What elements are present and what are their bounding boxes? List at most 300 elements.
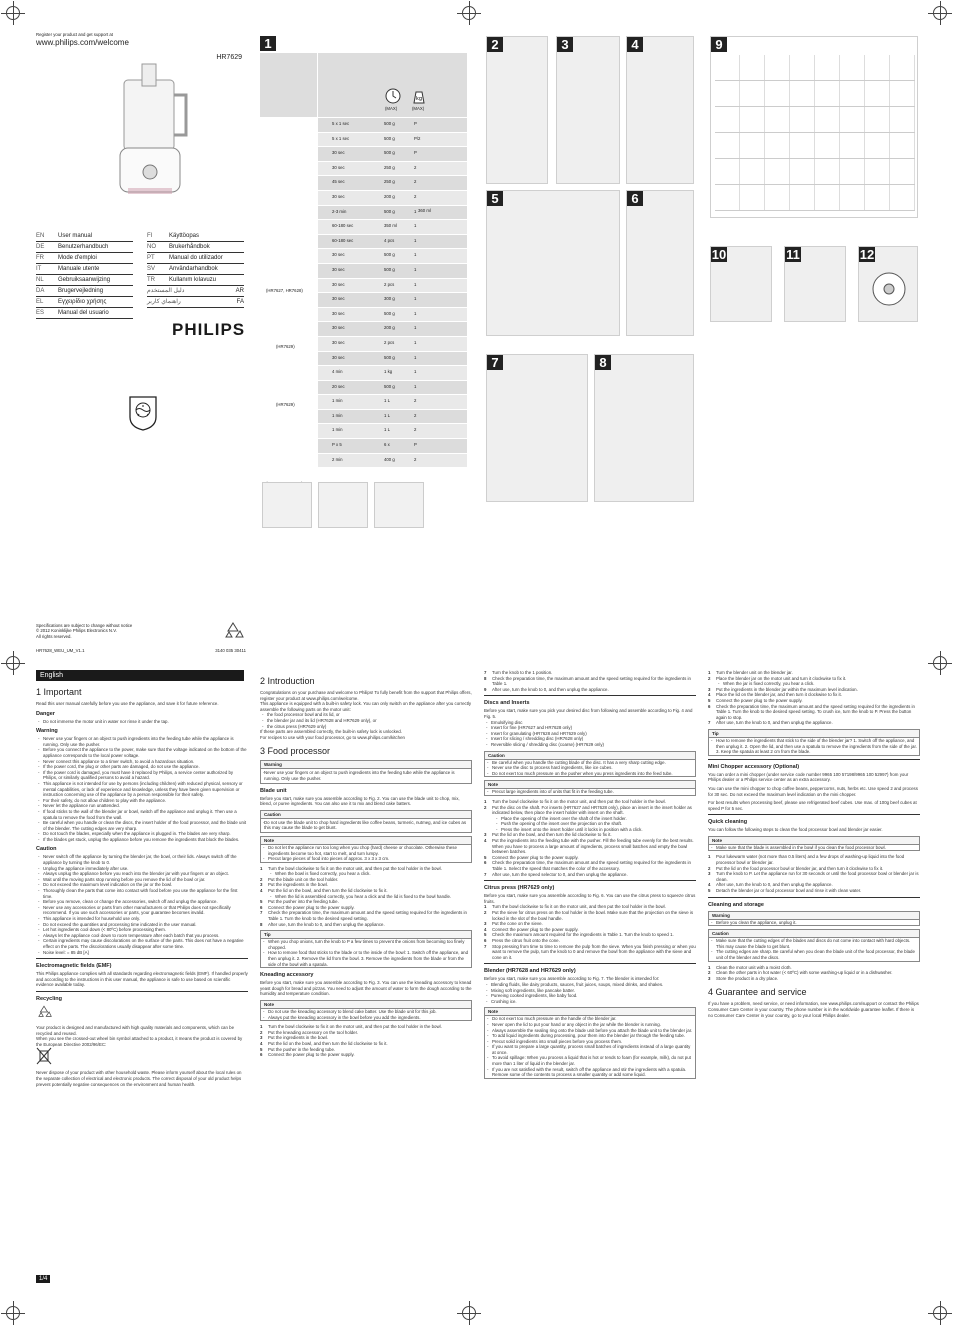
step: 7 After use, turn the knob to 0, and then unplug the appliance. <box>708 720 833 726</box>
warning-list <box>36 736 248 842</box>
grid-row <box>715 185 915 211</box>
table-cell: 2 pcs <box>384 281 395 287</box>
section-guarantee-title: 4 Guarantee and service <box>708 987 807 998</box>
grid-cell <box>790 159 815 184</box>
grid-row <box>715 133 915 159</box>
step: 4 Put the lid on the bowl, and then turn the lid clockwise to fix it. <box>260 888 388 894</box>
substep: - Push the opening of the insert over the projection on the shaft. <box>494 821 696 827</box>
grid-cell <box>840 55 865 80</box>
table-cell: 30 sec <box>332 164 345 170</box>
language-list-left <box>36 231 133 319</box>
table-cell: 1 <box>414 296 417 302</box>
subheading: Caution <box>36 846 57 853</box>
paragraph: Read this user manual carefully before you use the appliance, and save it for future reference. <box>36 701 219 706</box>
lang-item[interactable]: IT Manuale utente <box>36 264 133 275</box>
grid-cell <box>815 133 840 158</box>
step: 1 Turn the bowl clockwise to fix it on the motor unit, and then put the tool holder in the bowl. <box>484 798 666 804</box>
table-row <box>318 206 467 221</box>
step: 3 Turn the knob to P. Let the appliance run for 30 seconds or until the food processor bowl or blender jar is clean. <box>708 871 919 882</box>
table-cell: 60-180 sec <box>332 237 354 243</box>
paragraph: Before you start, make sure you assemble according to Fig. 7. The blender is intended for: <box>484 976 660 982</box>
language-list-right <box>147 231 244 308</box>
column-2 <box>260 670 472 1058</box>
panel-2: 2 <box>486 36 548 184</box>
step: 7 Check the preparation time, the maximum amount and the speed setting required for the ingredients in Table 1. Turn the knob to the desired speed setting. <box>260 910 467 922</box>
table-cell: 1 <box>414 369 417 375</box>
bullet: - Be careful when you handle or clean the discs, the insert holder of the food processor, and the blade unit of the blender. The cutting edges are very sharp. <box>36 820 248 831</box>
step: 4 After use, turn the knob to 0, and then unplug the appliance. <box>708 882 833 888</box>
substep: - Press the insert onto the insert holder until it locks in position with a click. <box>494 827 696 833</box>
grid-row <box>715 107 915 133</box>
substep: - Place the opening of the insert over the shaft of the insert holder. <box>494 816 696 822</box>
table-cell: 2 <box>414 179 417 185</box>
bullet: - Pureeing cooked ingredients, like baby food. <box>484 993 696 999</box>
table-cell: 1 <box>414 354 417 360</box>
bullet: - Before you remove, clean or change the accessories, switch off and unplug the appliance. <box>36 899 248 905</box>
step: 2 Clean the other parts in hot water (< 60ºC) with some washing-up liquid or in a dishwasher. <box>708 970 893 976</box>
grid-row <box>715 159 915 185</box>
crop-mark <box>462 1306 476 1320</box>
table-cell: 1 L <box>384 427 390 433</box>
tip-box: Tip - When you chop onions, turn the knob to P a few times to prevent the onions from becoming too finely chopped. - How to remove food that sticks to the blade or to the inside of the bowl: 1. Switch off the appliance, and then unplug it. 2. Remove the lid from the bowl. 3. Remove the ingredients from the blade or from the side of the bowl with a spatula. <box>260 930 472 968</box>
grid-cell <box>765 133 790 158</box>
caution-box: Caution - Be careful when you handle the cutting blade of the disc. It has a very sharp cutting edge. - Never use the disc to process hard ingredients, like ice cubes. - Do not exert too much pressure on the pusher when you press ingredients into the feed tube. <box>484 751 696 778</box>
section-food-processor-title: 3 Food processor <box>260 746 331 757</box>
result-note: - When the bowl is fixed correctly, you hear a click. <box>268 871 472 877</box>
panel-9-compatibility: 9 <box>710 36 918 218</box>
grid-cell <box>865 55 890 80</box>
bullet: - Insert for granulating (HR7628 and HR7629 only) <box>484 731 696 737</box>
bullet: - Unplug the appliance immediately after use. <box>36 866 248 872</box>
grid-cell <box>715 185 740 210</box>
step: 2 Put the kneading accessory on the tool holder. <box>260 1029 359 1035</box>
grid-cell <box>715 159 740 184</box>
panel-3: 3 <box>556 36 620 184</box>
caution-list <box>36 854 248 955</box>
bullet: - Let hot ingredients cool down (< 80ºC) before processing them. <box>36 927 248 933</box>
page-number: 1/4 <box>36 1275 50 1283</box>
table-cell: 1 min <box>332 412 343 418</box>
subheading: Danger <box>36 710 55 717</box>
table-row <box>318 395 467 410</box>
lang-item[interactable]: راهنماي كاربر FA <box>147 297 244 308</box>
grid-row <box>715 55 915 81</box>
subheading: Quick cleaning <box>708 819 748 826</box>
paragraph: Your product is designed and manufactured with high quality materials and components, which can be recycled and reused. <box>36 1024 235 1036</box>
panel-8: 8 <box>594 354 694 502</box>
step: 9 After use, turn the knob to 0, and then unplug the appliance. <box>484 686 609 692</box>
section-important-title: 1 Important <box>36 687 82 697</box>
bullet: - If food sticks to the wall of the blender jar or bowl, switch off the appliance and unplug it. Then use a spatula to remove the food from the wall. <box>36 809 248 820</box>
table-cell: 2 pcs <box>384 339 395 345</box>
grid-cell <box>840 159 865 184</box>
table-row <box>318 454 467 469</box>
bullet: - Before you connect the appliance to the power, make sure that the voltage indicated on the bottom of the appliance corresponds to the local power voltage. <box>36 747 248 758</box>
bullet: - the citrus press (HR7629 only) <box>260 724 472 730</box>
step: 5 Detach the blender jar or food processor bowl and rinse it with clean water. <box>708 888 862 894</box>
bullet: - Emulsifying disc <box>484 720 696 726</box>
grid-row <box>715 81 915 107</box>
table-cell: 2 <box>414 193 417 199</box>
language-tab: English <box>36 670 244 681</box>
grid-cell <box>765 81 790 106</box>
step: 6 Check the preparation time, the maximum amount and the speed setting required for the ingredients in Table 1. Turn the knob to the desired speed setting. To crush ice, turn the knob to P. Press the button again to stop. <box>708 703 915 720</box>
table-cell: P <box>414 121 417 126</box>
subheading: Recycling <box>36 995 62 1002</box>
step: 1 Turn the bowl clockwise to fix it on the motor unit, and then put the tool holder in the bowl. <box>484 904 666 910</box>
paragraph: This appliance is equipped with a built-in safety lock. You can only switch on the appliance after you correctly assemble the following parts on the motor unit: <box>260 701 472 712</box>
bullet: - Blending fluids, like dairy products, sauces, fruit juices, soups, mixed drinks, and shakes. <box>484 982 696 988</box>
table-cell: P x 5 <box>332 442 342 448</box>
bullet: - the food processor bowl and its lid, or <box>260 712 472 718</box>
table-cell: 30 sec <box>332 325 345 331</box>
grid-cell <box>740 185 765 210</box>
table-row <box>318 220 467 235</box>
bullet: - For their safety, do not allow children to play with the appliance. <box>36 798 248 804</box>
grid-cell <box>865 185 890 210</box>
table-cell: 1 <box>414 383 417 389</box>
paragraph: Before you start, make sure you pick your desired disc from following and assemble according to Fig. 4 and Fig. 5. <box>484 708 693 719</box>
table-cell: 5 x 1 sec <box>332 135 350 141</box>
label-hr7629: (HR7629) <box>276 344 295 349</box>
table-cell: 1 <box>414 325 417 331</box>
table-cell: 20 sec <box>332 383 345 389</box>
table-cell: P <box>414 150 417 156</box>
table-cell: 200 g <box>384 193 395 199</box>
note-box: Note - Do not exert too much pressure on the handle of the blender jar. - Never open the lid to put your hand or any object in the jar while the blender is running. - Always assemble the sealing ring onto the blade unit before you attach the blade unit to the blender jar. - To add liquid ingredients during processing, pour them into the blender jar through the feeding tube. - Precut solid ingredients into small pieces before you process them. - If you want to prepare a large quantity, process small batches of ingredients instead of a large quantity at once. - To avoid spillage: When you process a liquid that is hot or tends to foam (for example, milk), do not put more than 1 liter of liquid in the blender jar. - If you are not satisfied with the result, switch off the appliance and stir the ingredients with a spatula. Remove some of the contents to process a smaller quantity or add some liquid. <box>484 1007 696 1079</box>
lang-item[interactable]: PT Manual do utilizador <box>147 253 244 264</box>
step: 8 After use, turn the knob to 0, and then unplug the appliance. <box>260 921 385 927</box>
grid-cell <box>840 133 865 158</box>
food-processor-illustration <box>114 60 194 200</box>
grid-cell <box>815 159 840 184</box>
step: 5 Check the maximum amount required for the ingredients in Table 1. Turn the knob to speed 1. <box>484 932 674 938</box>
crop-mark <box>6 6 20 20</box>
table-cell: 1 <box>414 281 417 287</box>
bullet: - Always assemble the sealing ring onto the blade unit before you attach the blade unit to the blender jar. <box>485 1028 695 1034</box>
grid-cell <box>865 107 890 132</box>
paragraph: This Philips appliance complies with all standards regarding electromagnetic fields (EMF). If handled properly and according to the instructions in this user manual, the appliance is safe to use based on scientific evidence available today. <box>36 971 248 988</box>
grid-cell <box>765 185 790 210</box>
bullet: - Do not exert too much pressure on the handle of the blender jar. <box>485 1016 695 1022</box>
crop-mark <box>933 656 947 670</box>
table-cell: 2 <box>414 427 417 433</box>
tip-box: Tip - How to remove the ingredients that stick to the side of the blender jar? 1. Switch off the appliance, and then unplug it. 2. Open the lid, and then use a spatula to remove the ingredients from the side of the jar. 3. Keep the spatula at least 2 cm from the blade. <box>708 729 920 756</box>
table-row <box>318 162 467 177</box>
table-cell: 60-180 sec <box>332 223 354 229</box>
divider <box>36 958 248 959</box>
lang-item[interactable]: EN User manual <box>36 231 133 242</box>
step: 1 Pour lukewarm water (not more than 0.5 liters) and a few drops of washing-up liquid into the food processor bowl or blender jar. <box>708 854 905 866</box>
step: 2 Put the disc on the shaft. For inserts (HR7627 and HR7628 only), place an insert in the insert holder as indicated below, then place the insert holder with insert on the shaft. <box>484 804 692 816</box>
knob-dial-icon <box>869 269 909 309</box>
table-cell: 5 x 1 sec <box>332 121 350 126</box>
table-cell: 1 kg <box>384 369 393 375</box>
step: 4 Connect the power plug to the power supply. <box>484 926 579 932</box>
note-box: Note - Do not let the appliance run too long when you chop (hard) cheese or chocolate. Otherwise these ingredients become too hot, start to melt, and turn lumpy. - Precut large pieces of food into pieces of approx. 3 x 3 x 3 cm. <box>260 836 472 863</box>
table-row <box>318 133 467 148</box>
table-cell: 1 L <box>384 412 390 418</box>
grid-cell <box>890 55 915 80</box>
table-cell: 30 sec <box>332 193 345 199</box>
paragraph: Before you start, make sure you assemble according to Fig. 2. You can use the blade unit to chop, mix, blend, or puree ingredients. You can also use it to mix and blend cake batters. <box>260 795 460 807</box>
grid-cell <box>790 81 815 106</box>
bullet: - To avoid spillage: When you process a liquid that is hot or tends to foam (for example, milk), do not put more than 1 liter of liquid in the blender jar. <box>485 1055 695 1066</box>
table-cell: 2 <box>414 398 417 404</box>
paragraph: Before you start, make sure you assemble according to Fig. 3. You can use the kneading accessory to knead yeast dough for bread and pizzas. You need to adjust the amount of water to form the dough according to the humidity and temperature condition. <box>260 980 472 997</box>
paragraph: If these parts are assembled correctly, the built-in safety lock is unlocked. <box>260 729 402 735</box>
lang-item[interactable]: DE Benutzerhandbuch <box>36 242 133 253</box>
paragraph: For recipes to use with your food processor, go to www.philips.com/kitchen <box>260 734 405 740</box>
step: 1 Clean the motor unit with a moist cloth. <box>708 964 792 970</box>
table-cell: 500 g <box>384 383 395 389</box>
volume-360: 360 ml <box>418 208 431 213</box>
crop-mark <box>933 6 947 20</box>
crossed-bin-icon <box>36 1047 52 1065</box>
table-cell: 500 g <box>384 150 395 156</box>
grid-cell <box>790 133 815 158</box>
paragraph: Never dispose of your product with other household waste. Please inform yourself about the local rules on the separate collection of electrical and electronic products. The correct disposal of your old product helps prevent potentially negative consequences on the environment and human health. <box>36 1070 242 1087</box>
bullet: - Never use your fingers or an object to push ingredients into the feeding tube while the appliance is running. Only use the pusher. <box>36 736 248 747</box>
bullet: - Precut solid ingredients into small pieces before you process them. <box>485 1039 695 1045</box>
step: 6 Press the citrus fruit onto the cone. <box>484 937 560 943</box>
bullet: - Reversible slicing / shredding disc (coarse) (HR7629 only) <box>484 742 696 748</box>
paragraph: Congratulations on your purchase and welcome to Philips! To fully benefit from the support that Philips offers, register your product at www.philips.com/welcome. <box>260 690 472 701</box>
result-note: - When the lid is assembled correctly, you hear a click and the lid is fixed to the bowl handle. <box>268 894 472 900</box>
table-cell: 1 <box>414 208 417 214</box>
lang-item[interactable]: TR Kullanım kılavuzu <box>147 275 244 286</box>
paragraph: If you have a problem, need service, or need information, see www.philips.com/support or contact the Philips Consumer Care Center in your country. The phone number is in the worldwide guarantee leaflet. If there is no Consumer Care Center in your country, go to your local Philips dealer. <box>708 1001 919 1018</box>
step: 7 Stop pressing from time to time to remove the pulp from the sieve. When you finish pressing or when you want to remove the pulp, turn the knob to 0 and remove the bowl from the appliance with the sieve and cone on it. <box>484 943 696 960</box>
bullet: - Insert for slicing / shredding disc (HR7628 only) <box>484 736 696 742</box>
section-introduction-title: 2 Introduction <box>260 676 315 686</box>
lang-item[interactable]: FR Mode d'emploi <box>36 253 133 264</box>
grid-cell <box>890 81 915 106</box>
lang-item[interactable]: NL Gebruiksaanwijzing <box>36 275 133 286</box>
step: 4 Place the lid on the blender jar, and then turn it clockwise to fix it. <box>708 692 842 698</box>
grid-cell <box>740 159 765 184</box>
table-cell: 500 g <box>384 310 395 316</box>
table-row <box>318 366 467 381</box>
divider <box>484 880 696 881</box>
table-cell: 30 sec <box>332 266 345 272</box>
column-3 <box>484 670 696 1082</box>
subheading: Mini Chopper accessory (Optional) <box>708 763 800 770</box>
step: 3 Put the ingredients in the bowl. <box>260 882 329 888</box>
table-cell: 500 g <box>384 135 395 141</box>
subheading: Electromagnetic fields (EMF) <box>36 963 112 970</box>
table-cell: 4 min <box>332 369 343 375</box>
bullet: - Never switch off the appliance by turning the blender jar, the bowl, or their lids. Always switch off the appliance by turning the knob to 0. <box>36 854 248 865</box>
panel-5: 5 <box>486 190 620 336</box>
step: 7 After use, turn the speed selector to 0, and then unplug the appliance. <box>484 871 628 877</box>
table-cell: 1 <box>414 223 417 229</box>
lang-item[interactable]: ES Manual del usuario <box>36 308 133 319</box>
recycle-icon <box>222 620 244 642</box>
table-cell: 30 sec <box>332 281 345 287</box>
website-link[interactable]: www.philips.com/welcome <box>36 38 129 48</box>
grid-cell <box>715 133 740 158</box>
step: 4 Put the lid on the bowl, and then turn the lid clockwise to fix it. <box>260 1040 388 1046</box>
max-label: (MAX) <box>412 106 425 111</box>
divider <box>708 759 920 760</box>
table-row <box>318 147 467 162</box>
grid-cell <box>890 133 915 158</box>
lang-item[interactable]: SV Användarhandbok <box>147 264 244 275</box>
subheading: Citrus press (HR7629 only) <box>484 885 555 892</box>
table-row <box>318 352 467 367</box>
table-cell: P/2 <box>414 135 421 141</box>
bullet: - Always unplug the appliance before you reach into the blender jar with your fingers or an object. <box>36 871 248 877</box>
table-cell: 30 sec <box>332 354 345 360</box>
step: 6 Connect the power plug to the power supply. <box>260 904 355 910</box>
step: 3 Put the cone on the sieve. <box>484 921 543 927</box>
table-row <box>318 439 467 454</box>
caution-box: Caution - Make sure that the cutting edges of the blades and discs do not come into contact with hard objects. This may cause the blade to get blunt. - The cutting edges are sharp. Be careful when you clean the blade unit of the food processor, the blade unit of the blender and the discs. <box>708 929 920 961</box>
table-cell: 2 <box>414 412 417 418</box>
bullet: - Wait until the moving parts stop running before you remove the lid of the bowl or jar. <box>36 877 248 883</box>
step: 2 Place the blender jar on the motor unit and turn it clockwise to fix it. <box>708 675 847 681</box>
step: 6 Connect the power plug to the power supply. <box>260 1052 355 1058</box>
divider <box>708 897 920 898</box>
table-cell: 300 g <box>384 296 395 302</box>
table-cell: 1 <box>414 252 417 258</box>
grid-cell <box>865 133 890 158</box>
table-cell: 400 g <box>384 456 395 462</box>
warning-box: Warning - Before you clean the appliance, unplug it. <box>708 911 920 927</box>
step: 4 Put the ingredients into the feeding tube with the pusher. Fill the feeding tube evenly for the best results. When you have to process a large amount of ingredients, process small batches and empty the bowl between batches. <box>484 838 694 855</box>
bullet: - If the power cord is damaged, you must have it replaced by Philips, a service center authorized by Philips, or similarly qualified persons to avoid a hazard. <box>36 770 248 781</box>
bullet: - Never connect this appliance to a timer switch, to avoid a hazardous situation. <box>36 759 248 765</box>
bullet: - Never let the appliance run unattended. <box>36 803 248 809</box>
note-box: Note - Do not use the kneading accessory to blend cake batter. Use the blade unit for this job. - Always put the kneading accessory in the bowl before you add the ingredients. <box>260 1000 472 1021</box>
step: 5 Put the pusher into the feeding tube. <box>260 899 339 905</box>
panel-6: 6 <box>626 190 694 336</box>
bullet: - Never use any accessories or parts from other manufacturers or that Philips does not specifically recommend. If you use such accessories or parts, your guarantee becomes invalid. <box>36 905 248 916</box>
grid-cell <box>815 107 840 132</box>
lang-item[interactable]: EL Εγχειρίδιο χρήσης <box>36 297 133 308</box>
paragraph: You can order a mini chopper (under service code number 9965 100 57198/9965 100 52997) from your Philips dealer or a Philips service center as an extra accessory. <box>708 771 909 783</box>
subheading: Discs and Inserts <box>484 700 530 707</box>
table-row <box>318 264 467 279</box>
subheading: Kneading accessory <box>260 972 314 979</box>
divider <box>484 695 696 696</box>
table-cell: 250 g <box>384 164 395 170</box>
bullet: - Certain ingredients may cause discolorations on the surface of the parts. This does not have a negative effect on the parts. The discolorations usually disappear after some time. <box>36 938 248 949</box>
bullet: - Mixing soft ingredients, like pancake batter. <box>484 988 696 994</box>
table-row <box>318 337 467 352</box>
grid-cell <box>740 81 765 106</box>
table-cell: 1 L <box>384 398 390 404</box>
table-cell: 200 g <box>384 325 395 331</box>
caution-box: Caution - Do not use the blade unit to chop hard ingredients like coffee beans, turmeric, nutmeg, and ice cubes as this may cause the blade to get blunt. <box>260 810 472 833</box>
grid-cell <box>765 107 790 132</box>
philips-shield-logo <box>128 395 158 431</box>
lang-item[interactable]: FI Käyttöopas <box>147 231 244 242</box>
step: 3 Store the product in a dry place. <box>708 975 779 981</box>
bullet: - Do not immerse the motor unit in water nor rinse it under the tap. <box>36 719 248 725</box>
grid-cell <box>865 81 890 106</box>
step: 6 Check the preparation time, the maximum amount and the speed setting required for the ingredients in Table 1. Select the speed that matches the color of the accessory. <box>484 860 691 872</box>
panel-4: 4 <box>626 36 694 184</box>
table-row <box>318 191 467 206</box>
step: 7 Turn the knob to the 1 position. <box>484 670 553 675</box>
table-cell: 30 sec <box>332 296 345 302</box>
paragraph: When you see the crossed-out wheel bin symbol attached to a product, it means the product is covered by the European Directive 2002/96/EC: <box>36 1036 243 1047</box>
table-cell: 1 <box>414 339 417 345</box>
grid-cell <box>815 185 840 210</box>
step: 5 Connect the power plug to the power supply. <box>708 697 803 703</box>
table-row <box>318 235 467 250</box>
table-cell: 2 <box>414 456 417 462</box>
step: 3 Put the ingredients in the bowl. <box>260 1035 329 1041</box>
bullet: - Crushing ice. <box>484 999 696 1005</box>
grid-cell <box>715 81 740 106</box>
table-row <box>318 308 467 323</box>
bullet: - This appliance is intended for household use only. <box>36 916 248 922</box>
bullet: - Always let the appliance cool down to room temperature after each batch that you process. <box>36 933 248 939</box>
svg-text:kg: kg <box>416 96 423 102</box>
step: 5 Connect the power plug to the power supply. <box>484 854 579 860</box>
grid-cell <box>765 159 790 184</box>
mini-chopper-figures <box>262 482 462 528</box>
lang-item[interactable]: DA Brugervejledning <box>36 286 133 297</box>
result-note: - When the jar is fixed correctly, you hear a click. <box>716 681 920 687</box>
step: 3 Put the ingredients in the blender jar within the maximum level indication. <box>708 686 858 692</box>
table-cell: 4 pcs <box>384 237 395 243</box>
grid-cell <box>790 185 815 210</box>
bullet: - Do not touch the blades, especially when the appliance is plugged in. The blades are very sharp. <box>36 831 248 837</box>
step: 3 Put the lid on the bowl, and then turn the lid clockwise to fix it. <box>484 832 612 838</box>
weight-icon <box>410 88 428 104</box>
register-note: Register your product and get support at <box>36 32 113 37</box>
lang-item[interactable]: NO Brukerhåndbok <box>147 242 244 253</box>
crop-mark <box>933 1306 947 1320</box>
grid-cell <box>790 55 815 80</box>
divider <box>36 991 248 992</box>
subheading: Cleaning and storage <box>708 901 764 908</box>
panel-10: 10 <box>710 246 772 322</box>
paragraph: You can use the mini chopper to chop coffee beans, peppercorns, nuts, herbs etc. Use speed 2 and process for 30 sec. Do not exceed the maximum level indication on the mini chopper. <box>708 785 918 797</box>
cover <box>36 32 246 61</box>
table-cell: 1 <box>414 266 417 272</box>
lang-item[interactable]: دليل المستخدم AR <box>147 286 244 297</box>
table-row <box>318 322 467 337</box>
table-row <box>318 279 467 294</box>
step: 1 Turn the blender unit on the blender jar. <box>708 670 793 675</box>
step: 1 Turn the bowl clockwise to fix it on the motor unit, and then put the tool holder in the bowl. <box>260 1024 442 1030</box>
column-4 <box>708 670 920 1018</box>
grid-cell <box>890 107 915 132</box>
table1-rows <box>318 118 467 468</box>
recycle-icon <box>36 1004 52 1020</box>
table-cell: 2-3 min <box>332 208 347 214</box>
clock-icon <box>385 88 401 104</box>
footer-cover: Specifications are subject to change without notice © 2012 Koninklijke Philips Electronics N.V. All rights reserved. HR7628_WEU_UM_V1.1 3140 035 30411 <box>36 623 246 654</box>
step: 2 Put the sieve for citrus press on the tool holder in the bowl. Make sure that the projection on the sieve is locked in the slot of the bowl handle. <box>484 910 694 921</box>
bullet: - If you want to prepare a large quantity, process small batches of ingredients instead of a large quantity at once. <box>485 1044 695 1055</box>
figure-box <box>318 482 368 528</box>
grid-cell <box>815 81 840 106</box>
divider <box>708 814 920 815</box>
figure-box <box>262 482 312 528</box>
crop-mark <box>6 1306 20 1320</box>
figure-box <box>374 482 424 528</box>
bullet: - If the power cord, the plug or other parts are damaged, do not use the appliance. <box>36 764 248 770</box>
bullet: - Insert for fine (HR7627 and HR7628 only) <box>484 725 696 731</box>
bullet: - Do not exceed the quantities and processing time indicated in the user manual. <box>36 922 248 928</box>
bullet: - Do not exceed the maximum level indication on the jar or the bowl. <box>36 882 248 888</box>
